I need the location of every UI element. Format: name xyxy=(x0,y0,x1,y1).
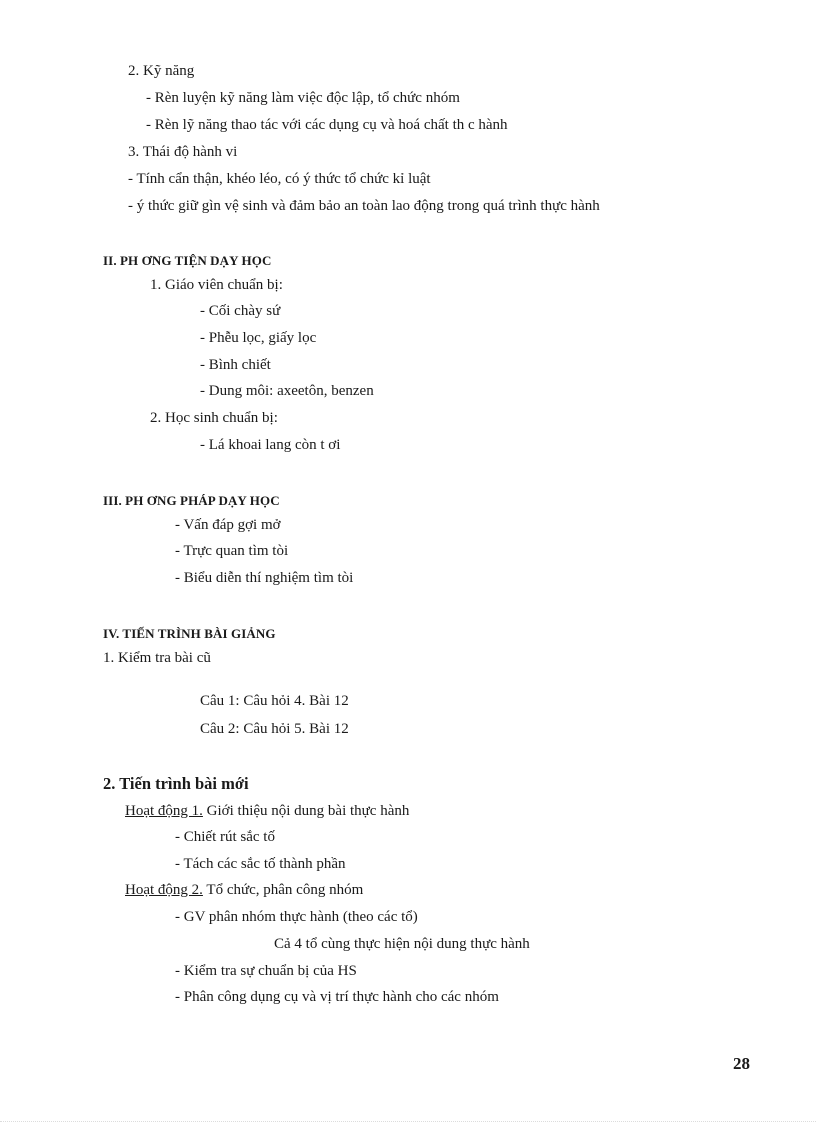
method-item: - Biểu diễn thí nghiệm tìm tòi xyxy=(175,570,354,586)
section-2-heading: II. PH ƠNG TIỆN DẠY HỌC xyxy=(103,253,272,268)
activity-2-line xyxy=(125,881,363,899)
attitude-item: - ý thức giữ gìn vệ sinh và đảm bảo an toàn lao động trong quá trình thực hành xyxy=(128,198,600,214)
review-heading: 1. Kiểm tra bài cũ xyxy=(103,650,211,666)
activity-2-item: Cả 4 tổ cùng thực hiện nội dung thực hành xyxy=(274,936,530,952)
footer-rule xyxy=(0,1121,816,1122)
activity-1-item: - Chiết rút sắc tố xyxy=(175,829,275,845)
teacher-prep-item: - Bình chiết xyxy=(200,357,271,373)
section-3-heading: III. PH ƠNG PHÁP DẠY HỌC xyxy=(103,493,280,508)
activity-2-label: Hoạt động 2. xyxy=(125,882,203,898)
activity-2-item: - Phân công dụng cụ và vị trí thực hành cho các nhóm xyxy=(175,989,499,1005)
skills-item: - Rèn lỹ năng thao tác với các dụng cụ và hoá chất th c hành xyxy=(146,117,508,133)
activity-2-item: - GV phân nhóm thực hành (theo các tổ) xyxy=(175,909,418,925)
page-number: 28 xyxy=(733,1054,750,1073)
section-4-heading: IV. TIẾN TRÌNH BÀI GIẢNG xyxy=(103,626,276,641)
attitude-item: - Tính cẩn thận, khéo léo, có ý thức tổ chức kỉ luật xyxy=(128,171,431,187)
skills-heading: 2. Kỹ năng xyxy=(128,63,195,79)
activity-1-line xyxy=(125,802,409,820)
activity-1-label: Hoạt động 1. xyxy=(125,803,203,819)
teacher-prep-heading: 1. Giáo viên chuẩn bị: xyxy=(150,277,283,293)
student-prep-item: - Lá khoai lang còn t ơi xyxy=(200,437,341,453)
review-item: Câu 2: Câu hỏi 5. Bài 12 xyxy=(200,721,349,737)
teacher-prep-item: - Cối chày sứ xyxy=(200,303,281,319)
method-item: - Trực quan tìm tòi xyxy=(175,543,289,559)
student-prep-heading: 2. Học sinh chuẩn bị: xyxy=(150,410,278,426)
activity-1-item: - Tách các sắc tố thành phần xyxy=(175,856,346,872)
teacher-prep-item: - Phễu lọc, giấy lọc xyxy=(200,330,317,346)
review-item: Câu 1: Câu hỏi 4. Bài 12 xyxy=(200,693,349,709)
activity-2-item: - Kiểm tra sự chuẩn bị của HS xyxy=(175,963,357,979)
method-item: - Vấn đáp gợi mở xyxy=(175,517,281,533)
attitude-heading: 3. Thái độ hành vi xyxy=(128,144,238,160)
teacher-prep-item: - Dung môi: axeetôn, benzen xyxy=(200,383,374,399)
new-lesson-heading: 2. Tiến trình bài mới xyxy=(103,774,249,793)
activity-1-text: Giới thiệu nội dung bài thực hành xyxy=(202,803,410,819)
activity-2-text: Tổ chức, phân công nhóm xyxy=(202,882,364,898)
skills-item: - Rèn luyện kỹ năng làm việc độc lập, tổ chức nhóm xyxy=(146,90,460,106)
